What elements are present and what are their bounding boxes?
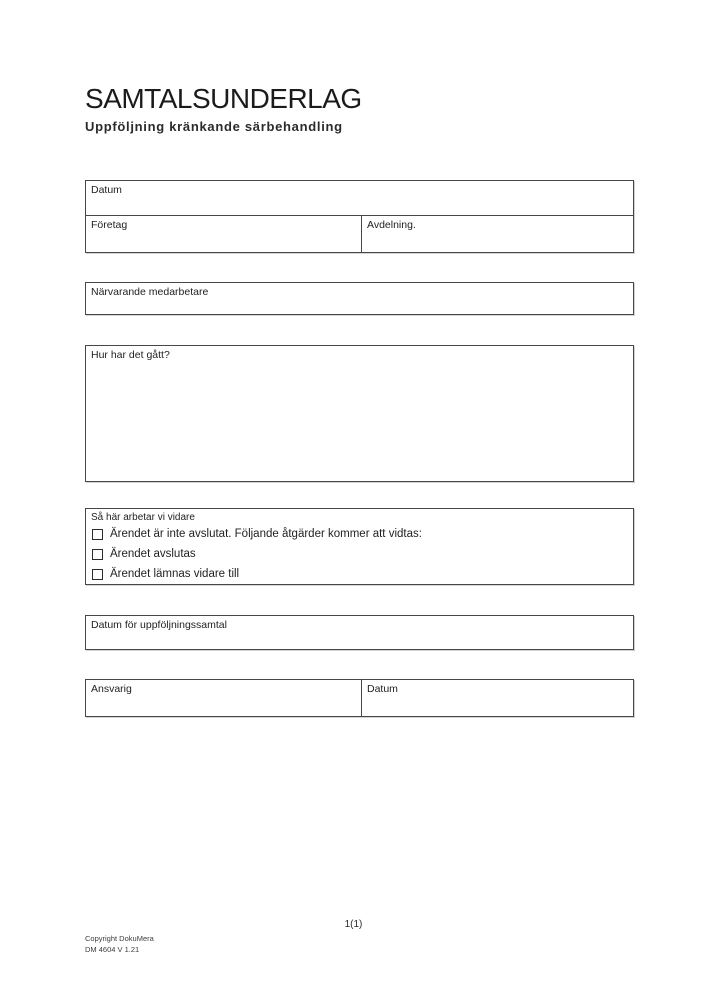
- checkbox-icon[interactable]: [92, 529, 103, 540]
- option-label: Ärendet lämnas vidare till: [110, 568, 240, 580]
- checkbox-icon[interactable]: [92, 549, 103, 560]
- foretag-label: Företag: [91, 219, 128, 231]
- option-label: Ärendet avslutas: [110, 548, 196, 560]
- option-row-inte-avslutat: [86, 524, 633, 544]
- option-row-avslutas: [86, 544, 633, 564]
- datum-field[interactable]: [86, 181, 633, 215]
- avdelning-label: Avdelning.: [367, 219, 416, 231]
- footer-copyright: Copyright DokuMera: [85, 934, 154, 943]
- narvarande-field[interactable]: [85, 282, 634, 315]
- uppfoljningsdatum-label: Datum för uppföljningssamtal: [91, 619, 227, 631]
- page-number: 1(1): [344, 919, 363, 930]
- footer-document-id: DM 4604 V 1.21: [85, 944, 140, 954]
- signature-table: [85, 679, 634, 717]
- footer: [85, 934, 154, 955]
- option-row-lamnas-vidare: [86, 564, 633, 584]
- hur-har-det-gatt-field[interactable]: [85, 345, 634, 482]
- vidare-section: [85, 508, 634, 585]
- hur-har-det-gatt-label: Hur har det gått?: [91, 349, 170, 361]
- checkbox-icon[interactable]: [92, 569, 103, 580]
- header-table: [85, 180, 634, 253]
- uppfoljningsdatum-field[interactable]: [85, 615, 634, 650]
- narvarande-label: Närvarande medarbetare: [91, 286, 209, 298]
- page-title: SAMTALSUNDERLAG: [85, 83, 362, 114]
- foretag-field[interactable]: [86, 216, 361, 252]
- ansvarig-label: Ansvarig: [91, 683, 132, 695]
- page-subtitle: Uppföljning kränkande särbehandling: [85, 119, 343, 134]
- vidare-label: Så här arbetar vi vidare: [91, 512, 195, 523]
- datum-label: Datum: [91, 184, 122, 196]
- option-label: Ärendet är inte avslutat. Följande åtgärder kommer att vidtas:: [110, 528, 422, 540]
- avdelning-field[interactable]: [361, 216, 633, 252]
- ansvarig-datum-field[interactable]: [361, 680, 633, 716]
- ansvarig-datum-label: Datum: [367, 683, 398, 695]
- ansvarig-field[interactable]: [86, 680, 361, 716]
